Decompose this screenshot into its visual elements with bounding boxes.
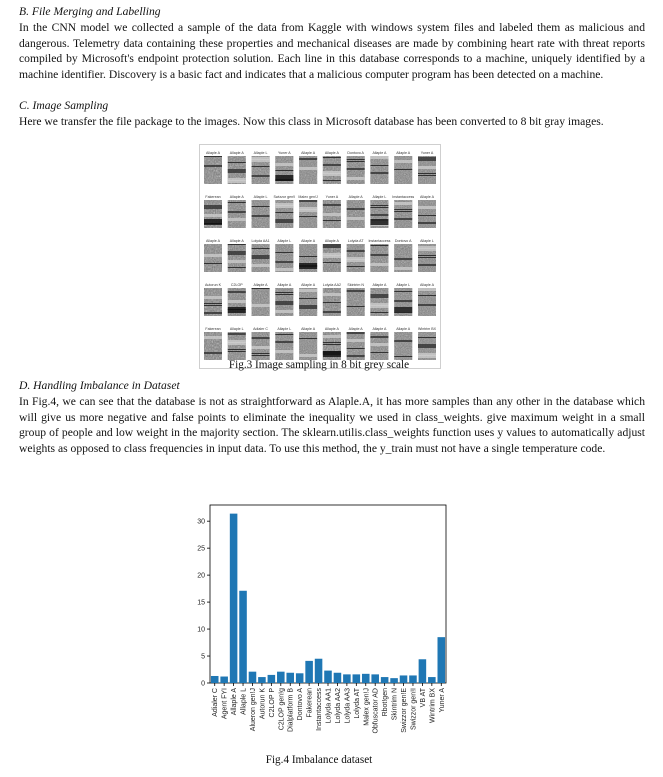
bar xyxy=(334,673,342,683)
tile-label: Allaple A xyxy=(372,151,387,155)
malware-tile-image xyxy=(323,244,341,272)
malware-image-grid xyxy=(200,145,440,368)
malware-tile-image xyxy=(323,288,341,316)
tile-label: Allaple A xyxy=(324,327,339,331)
bar xyxy=(409,675,417,683)
tile-label: Allaple A xyxy=(420,283,434,287)
y-tick-label: 25 xyxy=(197,545,205,553)
tile-label: Wintrim BX xyxy=(418,327,436,331)
x-tick-label: Dialplatform B xyxy=(287,688,295,732)
x-tick-label: Malex gen!J xyxy=(363,688,371,726)
tile-label: Allaple A xyxy=(253,283,268,287)
tile-label: Dontovo A xyxy=(347,151,364,155)
malware-tile-image xyxy=(275,244,293,272)
y-tick-label: 10 xyxy=(197,626,205,634)
tile-label: Yuner A xyxy=(325,195,339,199)
tile-label: Allaple A xyxy=(229,239,244,243)
malware-tile-image xyxy=(418,244,436,272)
tile-label: Adialer C xyxy=(253,327,268,331)
section-b-paragraph: In the CNN model we collected a sample of the data from Kaggle with windows system files and labeled them as malicious and dangerous. Telemetry data containing these properties and mechanical diseases are made by combining heart rate with threat reports compiled by Microsoft's endpoint protection solution. Each line in this database corresponds to a machine, uniquely identified by a machine identifier. Discovery is a basic fact and indicates that a malicious computer program has been detected on a machine. xyxy=(19,21,645,81)
malware-tile-image xyxy=(275,332,293,360)
bar xyxy=(239,591,247,683)
malware-tile-image xyxy=(228,244,246,272)
x-tick-label: VB AT xyxy=(419,688,427,708)
tile-label: Allaple L xyxy=(253,151,268,155)
malware-tile-image xyxy=(347,244,365,272)
tile-label: Allaple L xyxy=(277,239,292,243)
bar xyxy=(268,675,276,683)
tile-label: Allaple A xyxy=(324,151,339,155)
tile-label: Allaple A xyxy=(301,239,316,243)
tile-label: Lolyda AA2 xyxy=(322,283,341,287)
tile-label: Allaple A xyxy=(301,151,316,155)
figure-4-bar-chart xyxy=(186,499,452,754)
figure-3-image-grid xyxy=(199,144,441,369)
tile-label: Allaple L xyxy=(253,195,268,199)
malware-tile-image xyxy=(418,288,436,316)
tile-label: Allaple A xyxy=(301,283,316,287)
malware-tile-image xyxy=(299,200,317,228)
imbalance-bar-chart xyxy=(186,499,452,754)
malware-tile-image xyxy=(228,288,246,316)
malware-tile-image xyxy=(204,288,222,316)
malware-tile-image xyxy=(323,156,341,184)
tile-label: Yuner A xyxy=(278,151,291,155)
bar xyxy=(381,677,389,683)
tile-label: Allaple L xyxy=(229,327,244,331)
y-tick-label: 20 xyxy=(197,572,205,580)
malware-tile-image xyxy=(347,332,365,360)
malware-tile-image xyxy=(370,156,388,184)
x-tick-label: C2LOP P xyxy=(268,688,276,718)
tile-label: Autorun K xyxy=(205,283,221,287)
section-c-heading: C. Image Sampling xyxy=(19,99,109,112)
malware-tile-image xyxy=(370,288,388,316)
malware-tile-image xyxy=(394,332,412,360)
bar xyxy=(230,514,238,683)
malware-tile-image xyxy=(370,332,388,360)
x-tick-label: Adialer C xyxy=(212,688,220,717)
malware-tile-image xyxy=(228,200,246,228)
bar xyxy=(400,675,408,683)
malware-tile-image xyxy=(252,288,270,316)
malware-tile-image xyxy=(323,200,341,228)
x-tick-label: C2LOP gen!g xyxy=(278,688,286,731)
tile-label: Allaple A xyxy=(277,283,292,287)
x-tick-label: Allaple L xyxy=(240,688,248,715)
tile-label: Allaple A xyxy=(206,151,220,155)
tile-label: Instantaccess xyxy=(368,239,391,243)
malware-tile-image xyxy=(370,200,388,228)
malware-tile-image xyxy=(418,332,436,360)
malware-tile-image xyxy=(418,156,436,184)
malware-tile-image xyxy=(347,288,365,316)
tile-label: Lolyda AT xyxy=(347,239,364,243)
malware-tile-image xyxy=(299,332,317,360)
malware-tile-image xyxy=(204,332,222,360)
tile-label: Allaple A xyxy=(372,327,387,331)
bar xyxy=(371,674,379,683)
y-tick-label: 0 xyxy=(201,680,205,688)
malware-tile-image xyxy=(299,156,317,184)
section-c-paragraph: Here we transfer the file package to the images. Now this class in Microsoft database has been converted to 8 bit gray images. xyxy=(19,115,604,128)
x-tick-label: Lolyda AA3 xyxy=(344,688,352,724)
malware-tile-image xyxy=(275,156,293,184)
tile-label: Lolyda AA1 xyxy=(251,239,270,243)
malware-tile-image xyxy=(204,156,222,184)
tile-label: Allaple A xyxy=(420,195,434,199)
malware-tile-image xyxy=(252,244,270,272)
tile-label: Allaple L xyxy=(396,283,411,287)
bar xyxy=(258,677,266,683)
tile-label: Skintrim N xyxy=(347,283,364,287)
x-tick-label: Dontovo A xyxy=(297,688,305,721)
tile-label: Fakerean xyxy=(205,195,221,199)
malware-tile-image xyxy=(252,156,270,184)
bar xyxy=(438,637,446,683)
malware-tile-image xyxy=(252,200,270,228)
malware-tile-image xyxy=(394,200,412,228)
malware-tile-image xyxy=(347,200,365,228)
bar xyxy=(277,672,285,683)
bar xyxy=(353,674,361,683)
bar xyxy=(211,676,219,683)
x-tick-label: Wintrim BX xyxy=(429,688,437,723)
malware-tile-image xyxy=(204,200,222,228)
bar xyxy=(343,674,351,683)
bar xyxy=(390,678,398,683)
figure-3-caption: Fig.3 Image sampling in 8 bit grey scale xyxy=(228,359,410,371)
section-b-heading: B. File Merging and Labelling xyxy=(19,5,161,18)
y-tick-label: 30 xyxy=(197,518,205,526)
x-tick-label: Alueron gen!J xyxy=(249,688,257,732)
x-tick-label: Yuner A xyxy=(438,688,446,713)
x-tick-label: Skintrim N xyxy=(391,688,399,721)
tile-label: Yuner A xyxy=(420,151,434,155)
tile-label: Allaple A xyxy=(229,195,244,199)
tile-label: Allaple A xyxy=(348,327,363,331)
tile-label: Fakerean xyxy=(205,327,221,331)
x-tick-label: Autorun K xyxy=(259,688,267,720)
malware-tile-image xyxy=(418,200,436,228)
malware-tile-image xyxy=(228,332,246,360)
bar xyxy=(286,673,294,683)
malware-tile-image xyxy=(370,244,388,272)
bar xyxy=(419,659,427,683)
malware-tile-image xyxy=(228,156,246,184)
tile-label: Allaple A xyxy=(396,327,411,331)
x-tick-label: Swizzor gen!E xyxy=(401,688,409,733)
x-tick-label: Lolyda AA2 xyxy=(334,688,342,724)
tile-label: Allaple L xyxy=(420,239,434,243)
x-tick-label: Fakerean xyxy=(306,688,314,718)
bar xyxy=(315,659,323,683)
bar xyxy=(296,673,304,683)
x-tick-label: Swizzor gen!I xyxy=(410,688,418,731)
malware-tile-image xyxy=(394,288,412,316)
x-tick-label: Obfuscator AD xyxy=(372,688,380,734)
tile-label: Allaple A xyxy=(301,327,316,331)
tile-label: Allaple A xyxy=(229,151,244,155)
malware-tile-image xyxy=(394,244,412,272)
bar xyxy=(428,677,436,683)
malware-tile-image xyxy=(204,244,222,272)
bar xyxy=(362,674,370,683)
x-tick-label: Lolyda AT xyxy=(353,688,361,719)
malware-tile-image xyxy=(347,156,365,184)
x-tick-label: Allaple A xyxy=(231,688,239,716)
tile-label: Instantaccess xyxy=(392,195,415,199)
tile-label: Malex gen!J xyxy=(298,195,318,199)
bar xyxy=(324,671,332,683)
tile-label: Allaple A xyxy=(396,151,411,155)
tile-label: Allaple A xyxy=(372,283,387,287)
bar xyxy=(305,661,313,683)
malware-tile-image xyxy=(323,332,341,360)
section-d-heading: D. Handling Imbalance in Dataset xyxy=(19,379,180,392)
tile-label: C2LOP xyxy=(230,283,243,287)
x-tick-label: Lolyda AA1 xyxy=(325,688,333,724)
tile-label: Allaple A xyxy=(348,195,363,199)
tile-label: Dontovo A xyxy=(394,239,412,243)
tile-label: Allaple A xyxy=(206,239,220,243)
malware-tile-image xyxy=(275,200,293,228)
y-tick-label: 5 xyxy=(201,653,205,661)
tile-label: Swizzor gen!I xyxy=(273,195,296,199)
x-tick-label: Rbot!gen xyxy=(382,688,390,717)
bar xyxy=(220,677,228,683)
x-tick-label: Agent FYI xyxy=(221,688,229,720)
tile-label: Allaple L xyxy=(372,195,387,199)
section-d-paragraph: In Fig.4, we can see that the database is not as straightforward as Alaple.A, it has more samples than any other in the database which will give us more negative and false points to eliminate the inequality we used in class_weights. give maximum weight in a small group of people and low weight in the majority section. The sklearn.utilis.class_weights function uses y values to automatically adjust weights as opposed to class frequencies in input data. To use this method, the y_train must not have a single temperature code. xyxy=(19,395,645,455)
malware-tile-image xyxy=(275,288,293,316)
tile-label: Allaple L xyxy=(277,327,292,331)
malware-tile-image xyxy=(394,156,412,184)
y-tick-label: 15 xyxy=(197,599,205,607)
malware-tile-image xyxy=(252,332,270,360)
malware-tile-image xyxy=(299,244,317,272)
x-tick-label: Instantaccess xyxy=(316,688,324,731)
malware-tile-image xyxy=(299,288,317,316)
tile-label: Allaple A xyxy=(324,239,339,243)
figure-4-caption: Fig.4 Imbalance dataset xyxy=(265,754,373,766)
bar xyxy=(249,672,257,683)
